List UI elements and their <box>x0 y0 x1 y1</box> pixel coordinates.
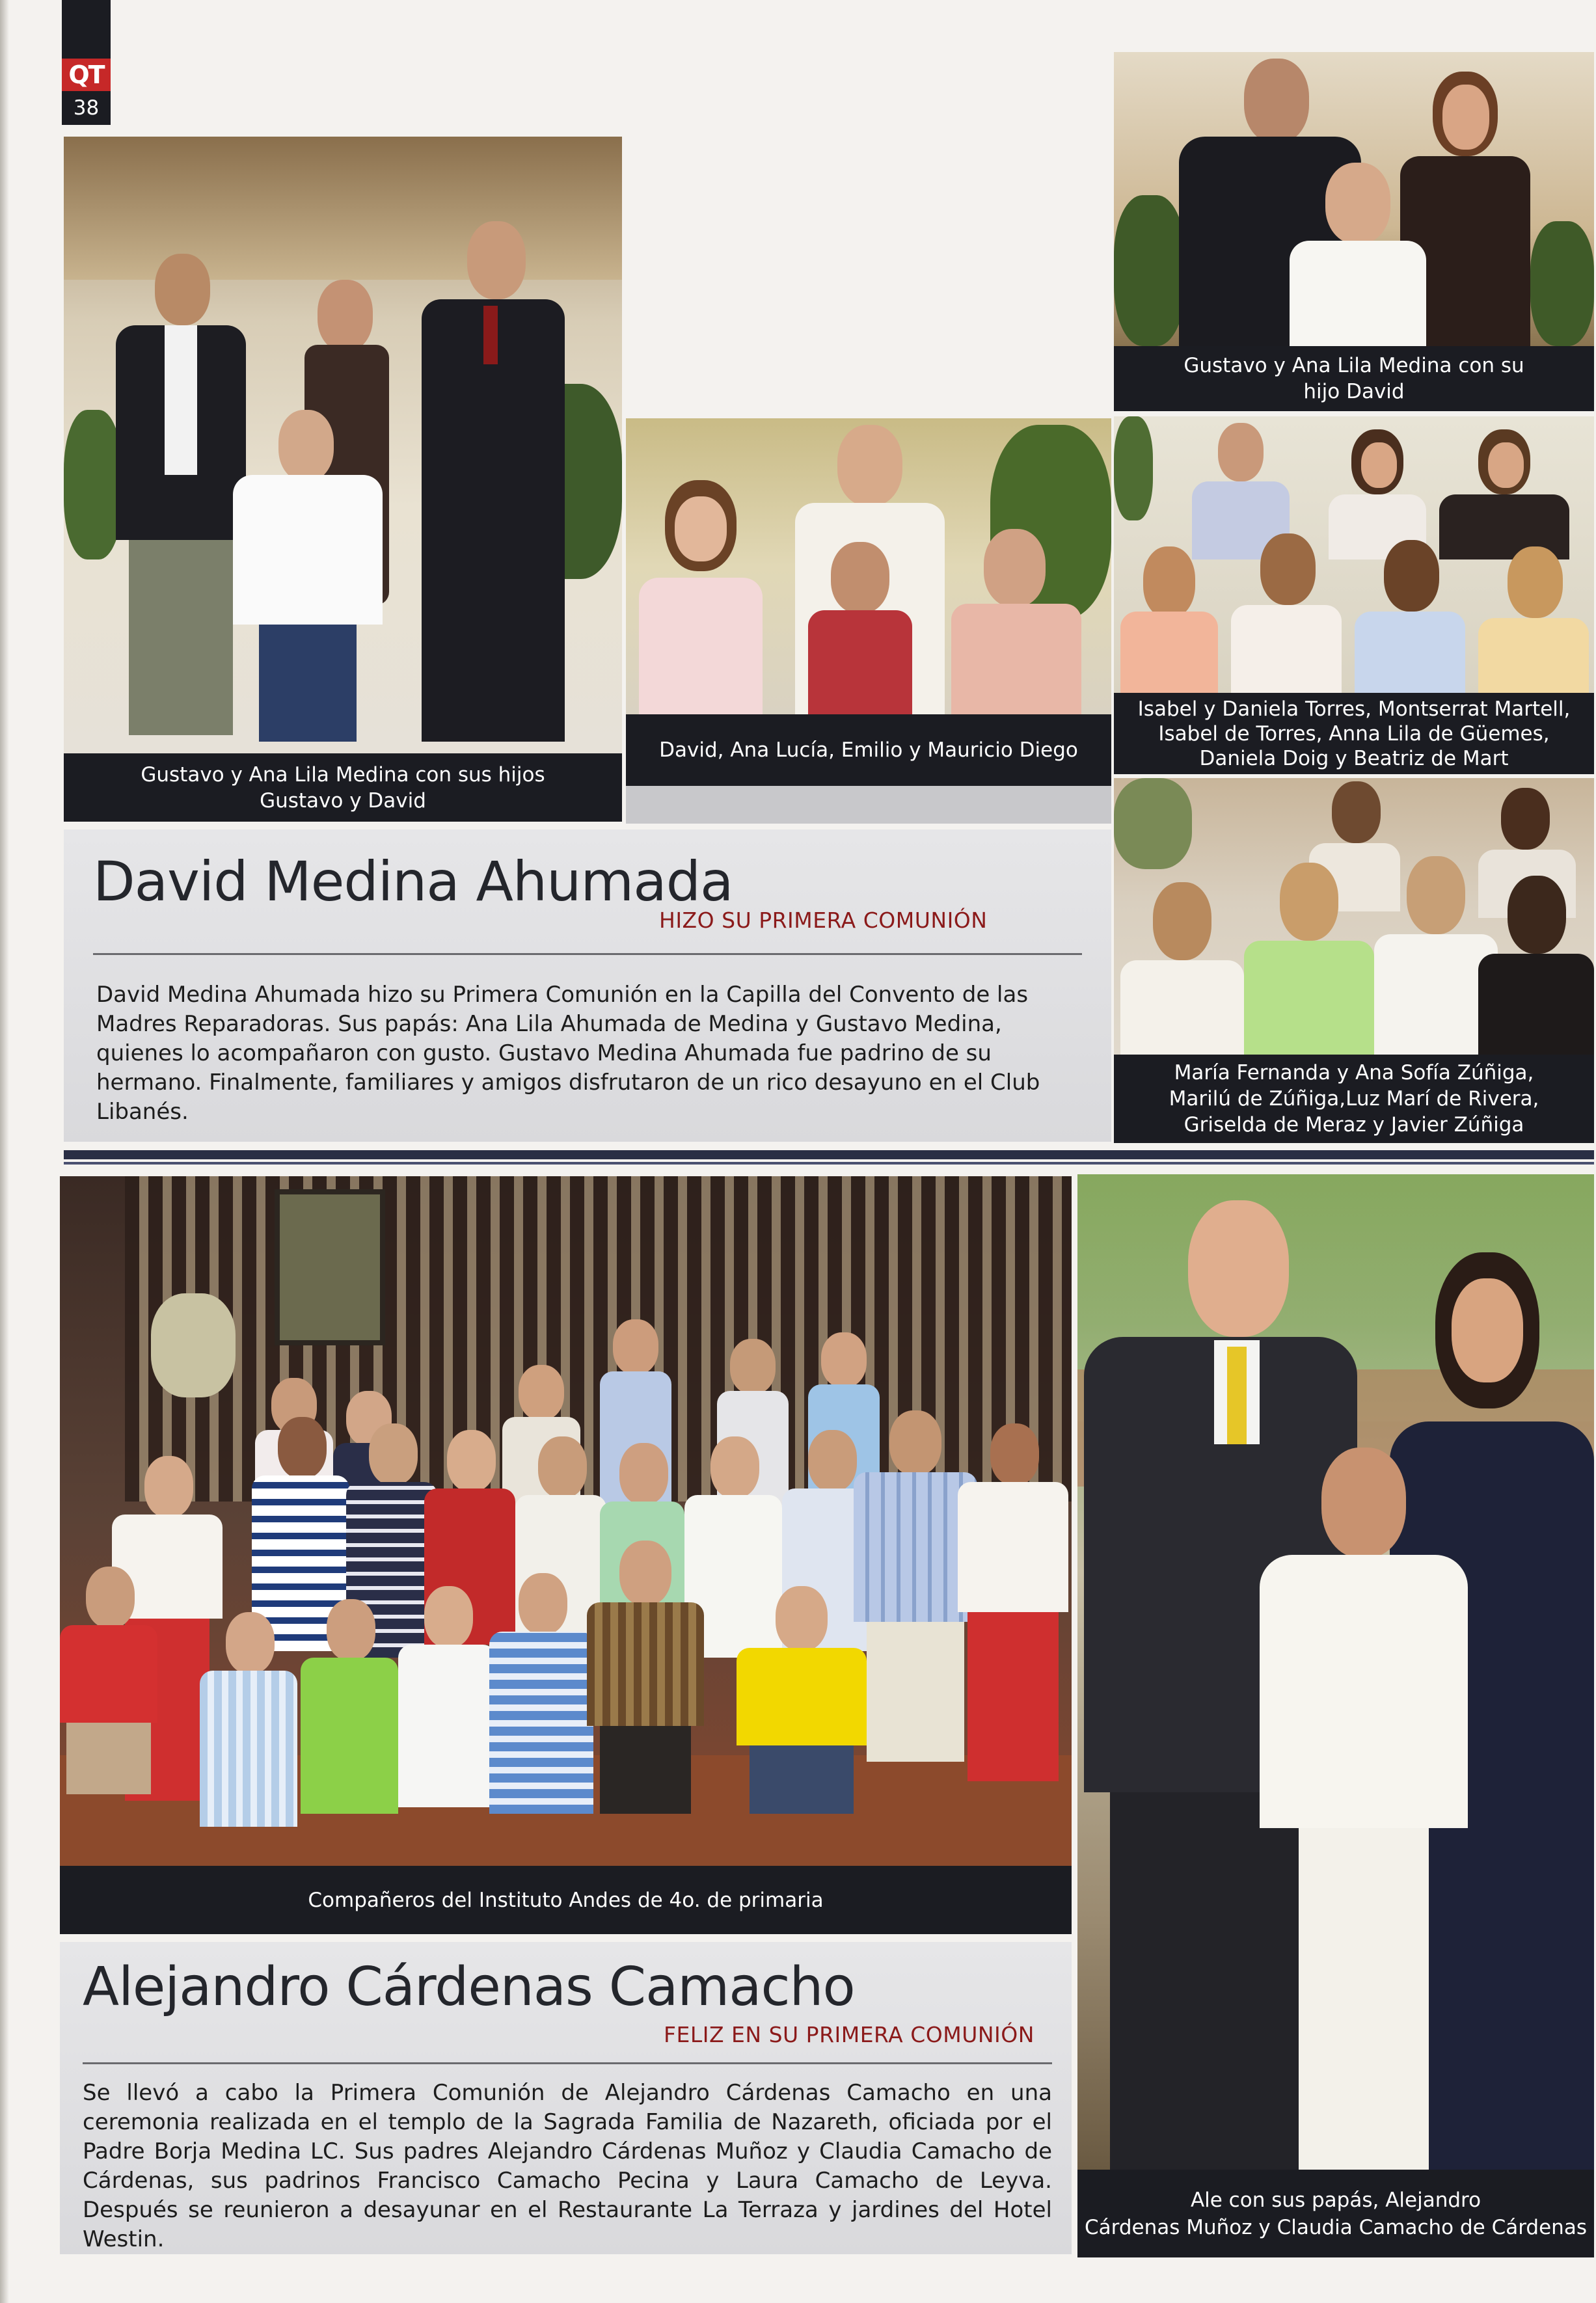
photo-women-group-2 <box>1114 778 1594 1055</box>
person-woman <box>1355 540 1465 693</box>
magazine-logo <box>62 59 111 91</box>
photo-bg-flowers <box>151 1293 236 1397</box>
photo-bg-plants <box>1114 778 1192 869</box>
page-edge-shadow <box>0 0 9 2303</box>
caption-line: hijo David <box>1303 380 1405 403</box>
person-student <box>60 1567 157 1794</box>
person-student <box>737 1586 867 1814</box>
person-boy-center-front <box>808 542 912 714</box>
divider-rule <box>93 953 1082 955</box>
caption-line: Gustavo y Ana Lila Medina con sus hijos <box>141 762 545 787</box>
caption-parents-david <box>1114 346 1594 411</box>
caption-line: Gustavo y Ana Lila Medina con su <box>1183 354 1524 377</box>
person-boy <box>1290 163 1426 346</box>
caption-line: David, Ana Lucía, Emilio y Mauricio Diego <box>659 738 1078 762</box>
logo-bar <box>62 0 111 59</box>
person-student <box>587 1541 704 1814</box>
photo-parents-david <box>1114 52 1594 346</box>
caption-family-medina <box>64 753 622 822</box>
person-student <box>398 1586 496 1807</box>
caption-line: Isabel y Daniela Torres, Montserrat Martell, <box>1137 697 1571 721</box>
section-divider <box>64 1150 1594 1159</box>
article-title: David Medina Ahumada <box>93 850 733 913</box>
person-woman <box>1478 876 1594 1055</box>
caption-kids-underbar <box>626 786 1111 824</box>
photo-bg-virgin-painting <box>275 1189 385 1345</box>
photo-kids <box>626 418 1111 714</box>
person-altar-boy <box>958 1423 1068 1781</box>
caption-line: Griselda de Meraz y Javier Zúñiga <box>1183 1113 1524 1137</box>
photo-class-group <box>60 1176 1072 1866</box>
person-boy-david <box>233 410 383 742</box>
person-woman <box>1244 863 1374 1055</box>
person-man-left <box>116 254 246 735</box>
section-divider-thin <box>64 1162 1594 1165</box>
caption-class-group <box>60 1866 1072 1934</box>
article-body: David Medina Ahumada hizo su Primera Comunión en la Capilla del Convento de las Madres Reparadoras. Sus papás: Ana Lila Ahumada de Medina y Gustavo Medina, quienes lo acompañaron con gusto. Gustavo Medina Ahumada fue padrino de su hermano. Finalmente, familiares y amigos disfrutaron de un rico desayuno en el Club Libanés. <box>96 982 1040 1125</box>
person-woman <box>1120 546 1218 693</box>
article-panel-medina <box>64 829 1111 1142</box>
photo-bg-plants <box>1114 195 1185 346</box>
person-woman <box>1478 546 1589 693</box>
caption-line: Daniela Doig y Beatriz de Mart <box>1199 746 1509 770</box>
caption-line: Marilú de Zúñiga,Luz Marí de Rivera, <box>1169 1087 1539 1111</box>
person-young-man <box>422 221 565 742</box>
article-body: Se llevó a cabo la Primera Comunión de Alejandro Cárdenas Camacho en una ceremonia realizada en el templo de la Sagrada Familia de Nazareth, oficiada por el Padre Borja Medina LC. Sus padres Alejandro Cárdenas Muñoz y Claudia Camacho de Cárdenas, sus padrinos Francisco Camacho Pecina y Laura Camacho de Leyva. Después se reunieron a desayunar en el Restaurante La Terraza y jardines del Hotel Westin. <box>83 2080 1052 2252</box>
article-kicker: HIZO SU PRIMERA COMUNIÓN <box>659 908 988 933</box>
divider-rule <box>83 2062 1052 2064</box>
caption-line: María Fernanda y Ana Sofía Zúñiga, <box>1174 1061 1534 1084</box>
person-boy-ale <box>1260 1448 1468 2170</box>
person-woman <box>1231 533 1342 693</box>
photo-bg-plants <box>1114 416 1153 520</box>
photo-family-medina <box>64 137 622 753</box>
person-student <box>301 1599 398 1814</box>
caption-line: Compañeros del Instituto Andes de 4o. de primaria <box>308 1888 824 1912</box>
person-girl <box>639 480 763 714</box>
page-number-box <box>62 91 111 125</box>
logo-text: QT <box>68 61 104 89</box>
article-panel-cardenas <box>60 1942 1072 2254</box>
caption-women-group-2 <box>1114 1055 1594 1143</box>
person-boy-right <box>951 529 1081 714</box>
caption-line: Cárdenas Muñoz y Claudia Camacho de Cárdenas <box>1085 2215 1587 2239</box>
caption-ale-parents <box>1077 2170 1594 2257</box>
caption-line: Gustavo y David <box>260 788 426 813</box>
photo-ale-parents <box>1077 1174 1594 2170</box>
person-student <box>200 1612 297 1827</box>
caption-line: Isabel de Torres, Anna Lila de Güemes, <box>1158 721 1550 746</box>
article-kicker: FELIZ EN SU PRIMERA COMUNIÓN <box>664 2022 1035 2047</box>
article-title: Alejandro Cárdenas Camacho <box>83 1956 855 2018</box>
caption-women-group-1 <box>1114 693 1594 774</box>
caption-kids <box>626 714 1111 786</box>
person-woman <box>1120 882 1244 1055</box>
caption-line: Ale con sus papás, Alejandro <box>1190 2188 1481 2212</box>
page-number: 38 <box>73 96 100 120</box>
photo-bg-plants <box>64 410 122 559</box>
photo-women-group-1 <box>1114 416 1594 693</box>
person-student <box>489 1573 593 1814</box>
